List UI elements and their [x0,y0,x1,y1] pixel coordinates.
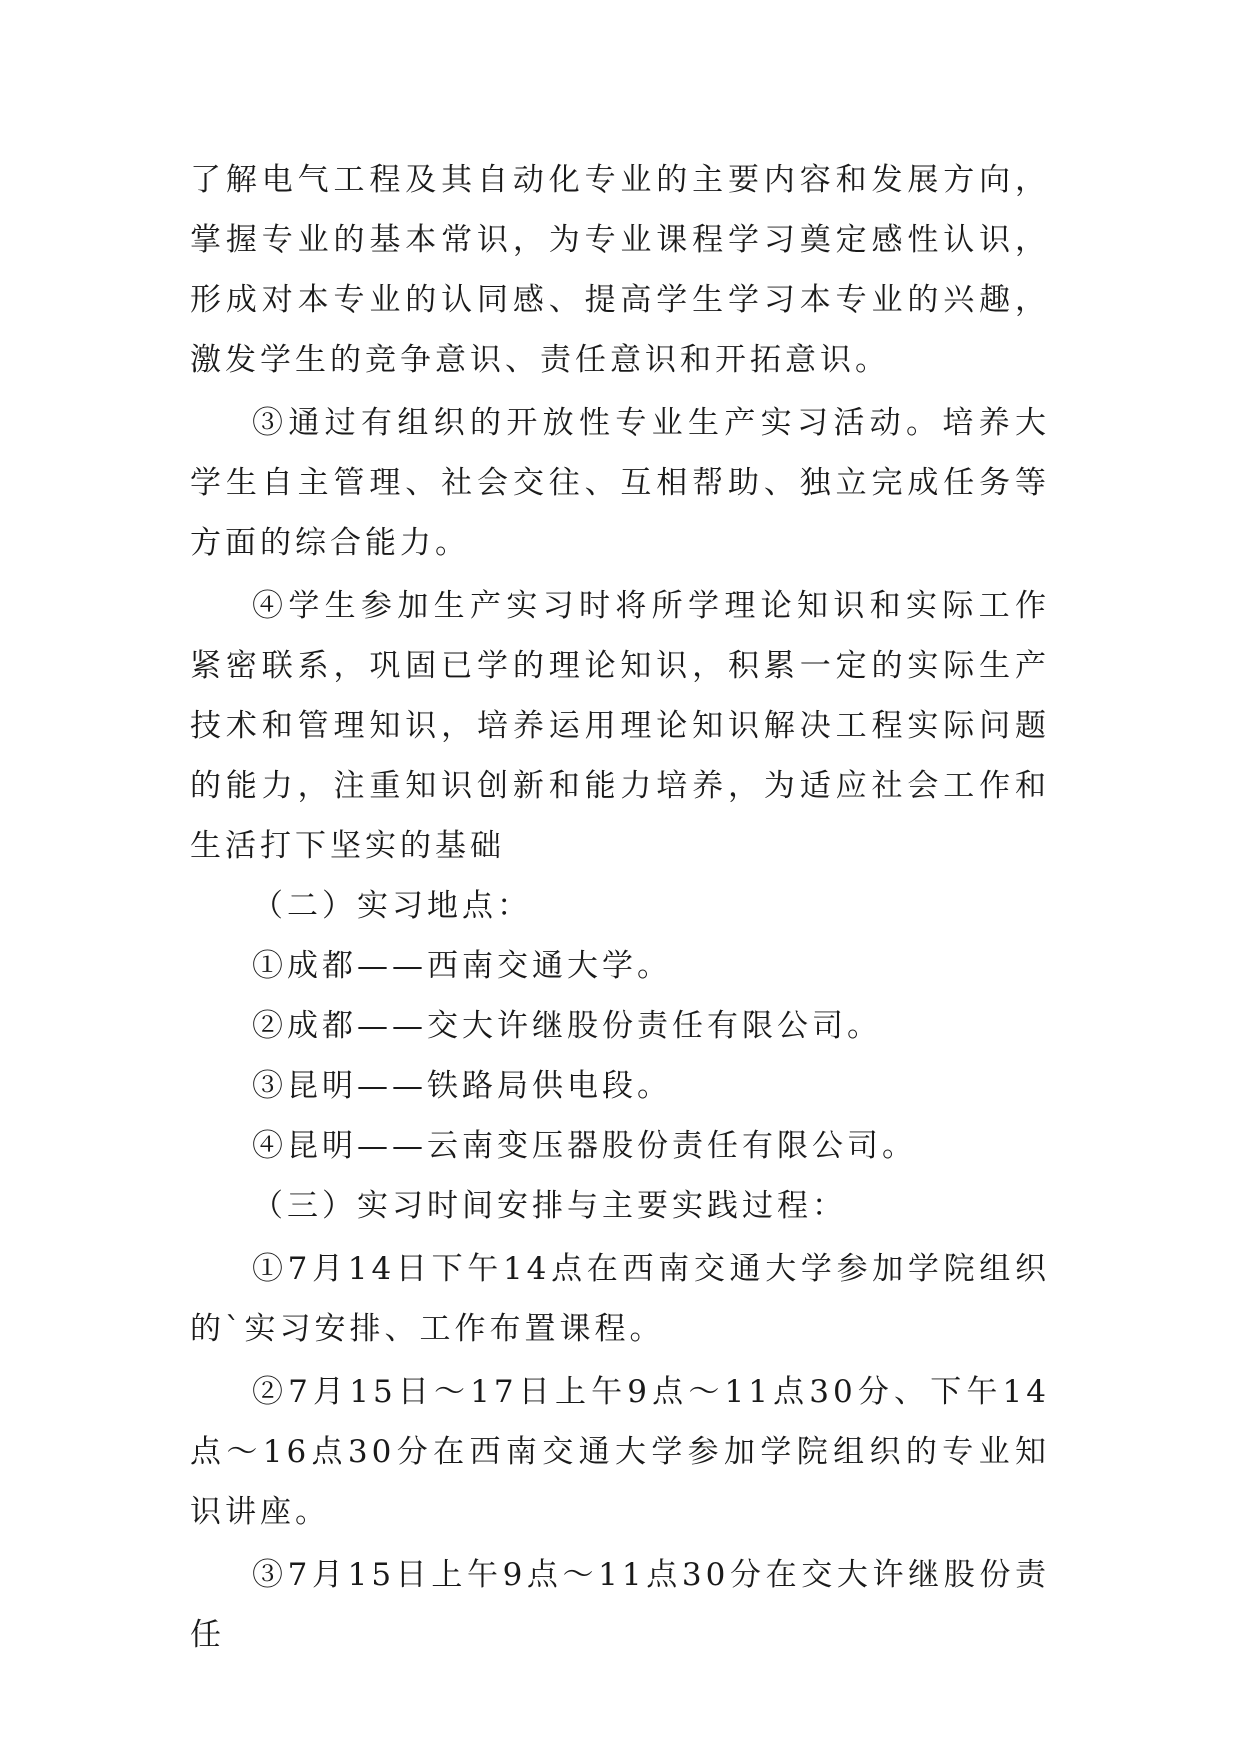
body-text [190,150,1050,1665]
location-item-2: ②成都——交大许继股份责任有限公司。 [252,1008,882,1044]
location-item-1: ①成都——西南交通大学。 [252,948,672,984]
paragraph-objective-4: ④学生参加生产实习时将所学理论知识和实际工作紧密联系，巩固已学的理论知识，积累一定的实际生产技术和管理知识，培养运用理论知识解决工程实际问题的能力，注重知识创新和能力培养，为适应社会工作和生活打下坚实的基础 [190,588,1050,864]
section-heading-schedule: （三）实习时间安排与主要实践过程： [252,1188,847,1224]
schedule-item-2: ②7月15日～17日上午9点～11点30分、下午14点～16点30分在西南交通大学参加学院组织的专业知识讲座。 [190,1374,1050,1530]
section-heading-location: （二）实习地点： [252,888,532,924]
location-item-3: ③昆明——铁路局供电段。 [252,1068,672,1104]
schedule-item-1: ①7月14日下午14点在西南交通大学参加学院组织的`实习安排、工作布置课程。 [190,1251,1050,1347]
paragraph-objectives-cont: 了解电气工程及其自动化专业的主要内容和发展方向，掌握专业的基本常识，为专业课程学习奠定感性认识，形成对本专业的认同感、提高学生学习本专业的兴趣，激发学生的竞争意识、责任意识和开拓意识。 [190,162,1050,378]
paragraph-objective-3: ③通过有组织的开放性专业生产实习活动。培养大学生自主管理、社会交往、互相帮助、独立完成任务等方面的综合能力。 [190,405,1050,561]
schedule-item-3: ③7月15日上午9点～11点30分在交大许继股份责任 [190,1557,1050,1653]
location-item-4: ④昆明——云南变压器股份责任有限公司。 [252,1128,917,1164]
